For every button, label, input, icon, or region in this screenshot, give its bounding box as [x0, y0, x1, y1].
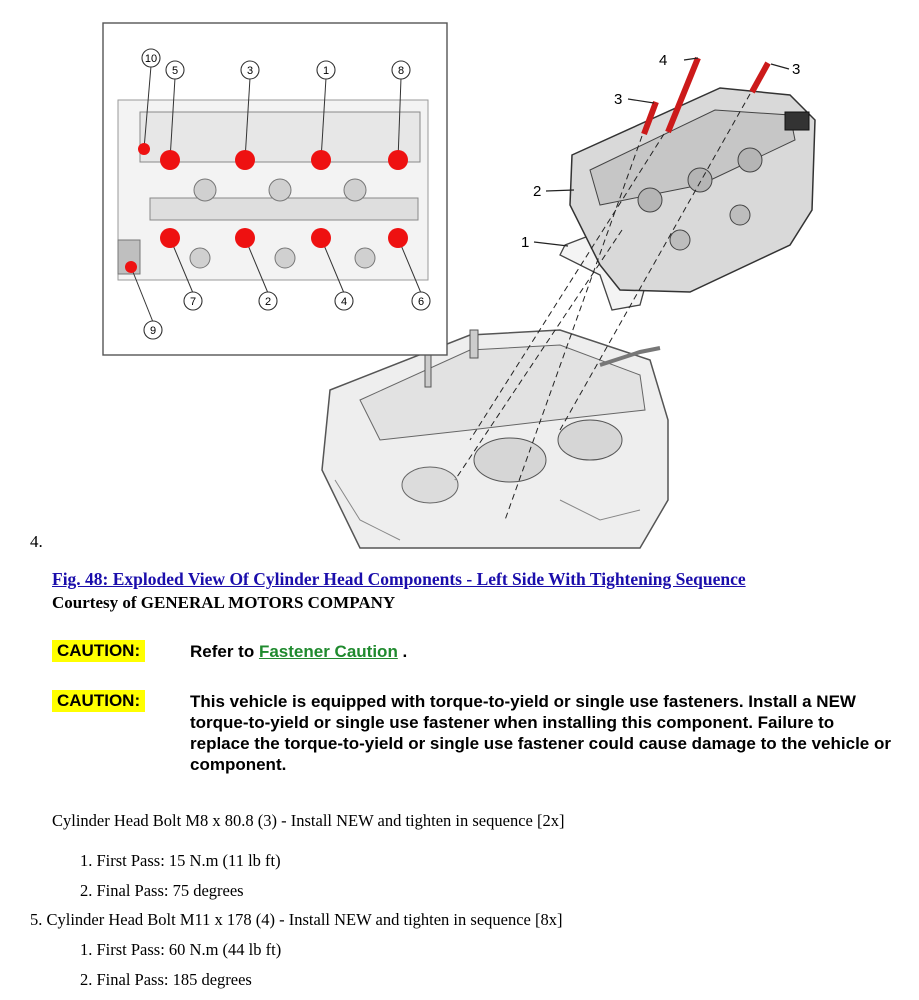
step-number: 4. [30, 532, 43, 551]
inset-callout-5: 5 [171, 65, 179, 77]
inset-callout-3: 3 [246, 65, 254, 77]
figure-title-link[interactable]: Fig. 48: Exploded View Of Cylinder Head Components - Left Side With Tightening Sequence [52, 569, 746, 589]
inset-callout-6: 6 [417, 296, 425, 308]
bolt-m11-first-pass: 1. First Pass: 60 N.m (44 lb ft) [80, 940, 282, 959]
inset-callout-8: 8 [397, 65, 405, 77]
bolt-m11-heading: 5. Cylinder Head Bolt M11 x 178 (4) - Install NEW and tighten in sequence [8x] [30, 910, 563, 929]
exploded-callout-3b: 3 [792, 61, 801, 78]
inset-callout-7: 7 [189, 296, 197, 308]
caution-label: CAUTION: [52, 690, 145, 712]
caution-suffix: . [397, 642, 408, 661]
engine-block-illustration [322, 330, 668, 548]
caution-label: CAUTION: [52, 640, 145, 662]
fastener-caution-link[interactable]: Fastener Caution [258, 642, 398, 661]
inset-callout-4: 4 [340, 296, 348, 308]
inset-callout-9: 9 [149, 325, 157, 337]
cylinder-head-illustration [570, 88, 815, 292]
exploded-callout-4: 4 [659, 52, 668, 69]
caution-text: This vehicle is equipped with torque-to-yield or single use fasteners. Install a NEW torque-to-yield or single use fastener when installing this component. Failure to replace the torque-to-yield or single use fastener could cause damage to the vehicle or component. [190, 692, 891, 774]
inset-callout-10: 10 [144, 53, 158, 65]
inset-callout-1: 1 [322, 65, 330, 77]
exploded-callout-1: 1 [521, 234, 530, 251]
bolt-m8-first-pass: 1. First Pass: 15 N.m (11 lb ft) [80, 851, 281, 870]
bolt-m8-heading: Cylinder Head Bolt M8 x 80.8 (3) - Install NEW and tighten in sequence [2x] [52, 811, 565, 830]
figure-courtesy: Courtesy of GENERAL MOTORS COMPANY [52, 593, 396, 612]
caution-prefix: Refer to [190, 642, 259, 661]
bolt-m8-final-pass: 2. Final Pass: 75 degrees [80, 881, 244, 900]
inset-callout-2: 2 [264, 296, 272, 308]
tightening-sequence-inset [103, 23, 447, 355]
exploded-callout-3a: 3 [614, 91, 623, 108]
caution-text [190, 641, 895, 662]
bolt-m11-final-pass: 2. Final Pass: 185 degrees [80, 970, 252, 989]
exploded-callout-2: 2 [533, 183, 542, 200]
